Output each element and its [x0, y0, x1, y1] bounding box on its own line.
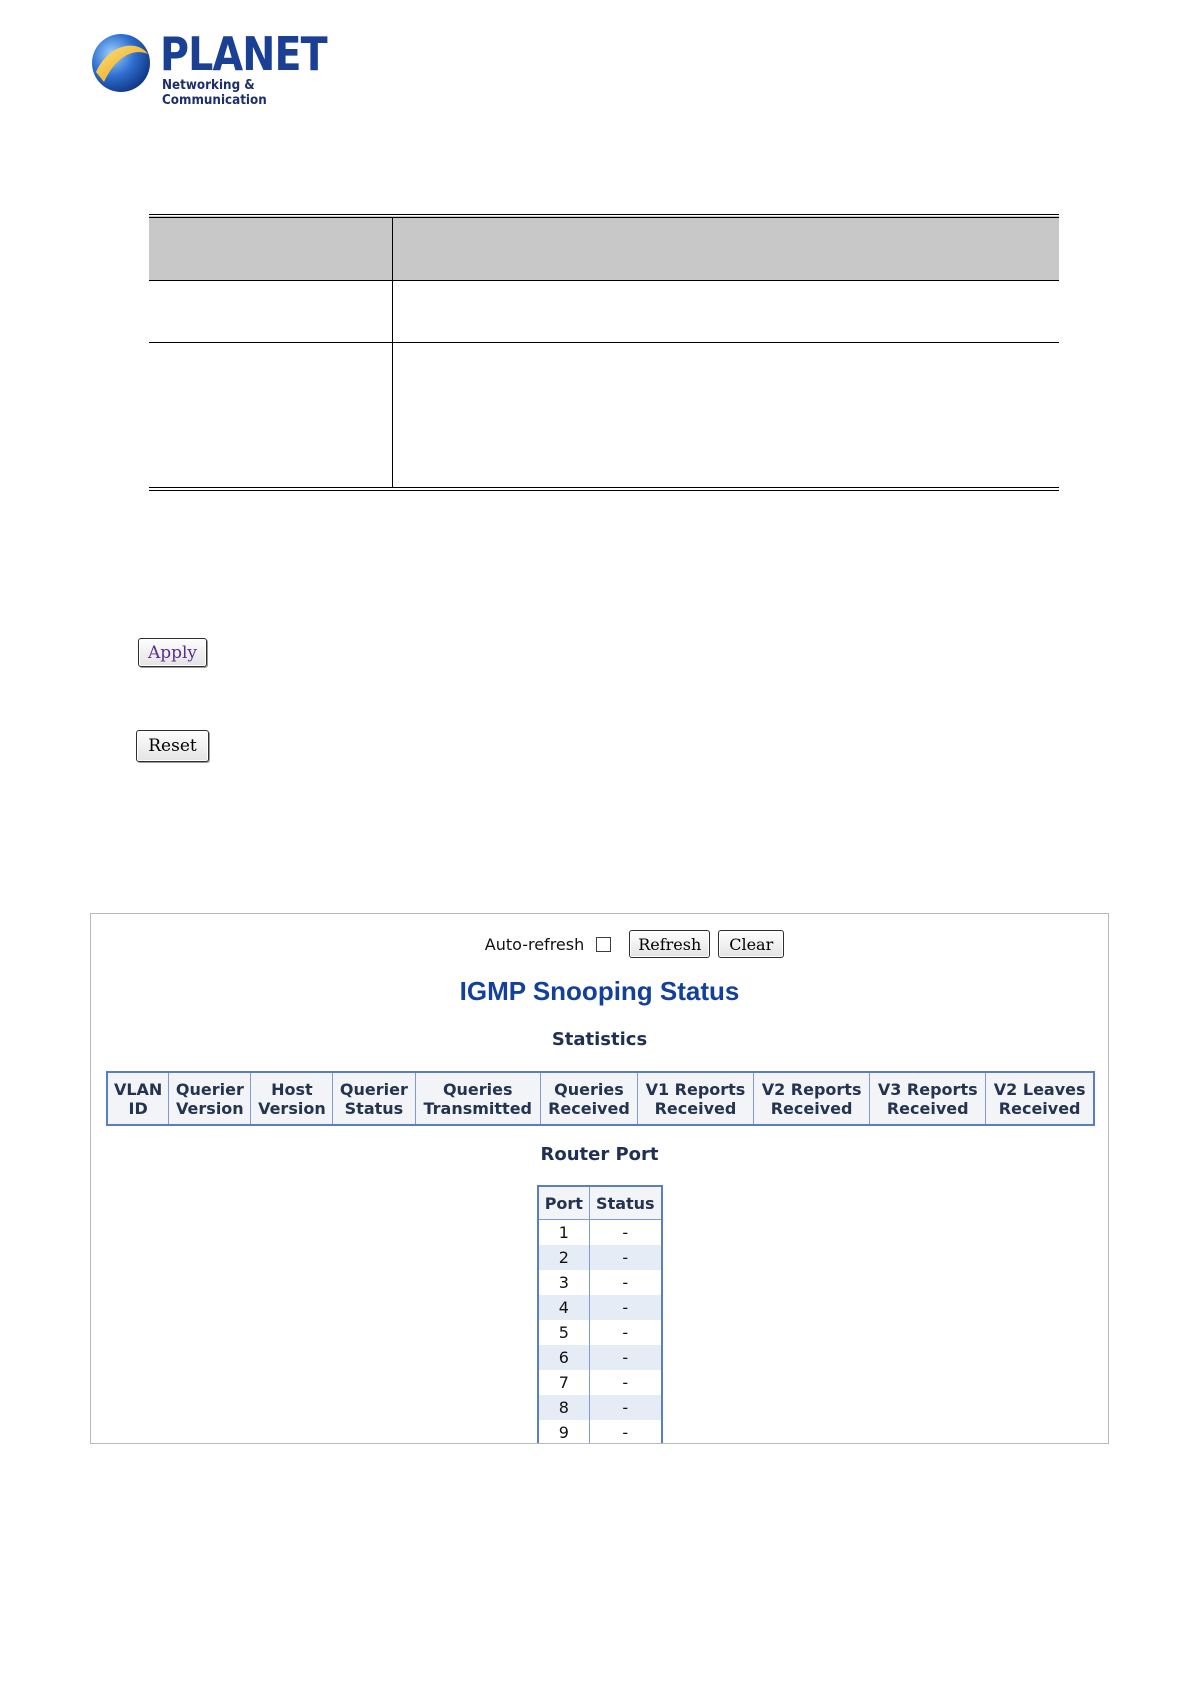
statistics-column-header: [251, 1072, 333, 1125]
parameter-table-header-object: [149, 216, 393, 281]
statistics-column-header: [870, 1072, 986, 1125]
column-header-line-1: V2 Reports: [761, 1079, 862, 1099]
column-header-line-2: Received: [886, 1098, 969, 1118]
column-header-line-2: Version: [176, 1098, 244, 1118]
statistics-column-header: [107, 1072, 169, 1125]
table-row: [538, 1270, 662, 1295]
column-header-line-2: ID: [128, 1098, 148, 1118]
port-cell: 1: [558, 1223, 569, 1242]
statistics-column-header: [754, 1072, 870, 1125]
auto-refresh-checkbox[interactable]: [596, 937, 611, 952]
table-row: [538, 1245, 662, 1270]
status-cell: -: [589, 1320, 662, 1345]
port-cell: 2: [538, 1245, 589, 1270]
port-cell: 3: [558, 1273, 569, 1292]
statistics-column-header: [169, 1072, 251, 1125]
status-toolbar: [91, 930, 1108, 958]
table-row: [538, 1295, 662, 1320]
statistics-column-header: [986, 1072, 1094, 1125]
parameter-table-cell: [393, 343, 1060, 490]
statistics-title: Statistics: [551, 1029, 648, 1050]
status-cell: -: [589, 1345, 662, 1370]
logo-wordmark: PLANET: [160, 27, 327, 81]
port-cell: 4: [538, 1295, 589, 1320]
statistics-column-header: [415, 1072, 540, 1125]
parameter-table-header-description: [393, 216, 1060, 281]
igmp-status-panel: [90, 913, 1109, 1444]
column-header-line-1: Querier: [175, 1079, 244, 1099]
refresh-button[interactable]: Refresh: [629, 930, 710, 958]
status-cell: -: [589, 1295, 662, 1320]
statistics-column-header: [637, 1072, 753, 1125]
port-column-header: Port: [538, 1186, 589, 1220]
table-row: [538, 1220, 662, 1246]
clear-button[interactable]: Clear: [718, 930, 784, 958]
column-header-line-1: Queries: [554, 1079, 624, 1099]
router-port-body: [538, 1220, 662, 1445]
port-cell: 6: [538, 1345, 589, 1370]
column-header-line-2: Received: [998, 1098, 1081, 1118]
apply-button[interactable]: Apply: [138, 638, 207, 667]
port-cell: 9: [558, 1423, 569, 1442]
statistics-table: [106, 1071, 1095, 1126]
column-header-line-1: V2 Leaves: [993, 1079, 1086, 1099]
column-header-line-2: Version: [258, 1098, 326, 1118]
port-cell: 5: [558, 1323, 569, 1342]
parameter-table-cell: [149, 343, 393, 490]
port-cell: 7: [558, 1373, 569, 1392]
status-cell: -: [589, 1245, 662, 1270]
column-header-line-1: V1 Reports: [645, 1079, 746, 1099]
parameter-table: [149, 214, 1059, 491]
table-row: [538, 1420, 662, 1444]
table-row: [538, 1345, 662, 1370]
column-header-line-2: Received: [770, 1098, 853, 1118]
parameter-table-cell: [393, 281, 1060, 343]
column-header-line-1: VLAN: [113, 1079, 163, 1099]
page-title: IGMP Snooping Status: [459, 976, 740, 1006]
reset-button[interactable]: Reset: [136, 730, 209, 762]
statistics-column-header: [540, 1072, 637, 1125]
planet-logo: [90, 27, 350, 108]
router-port-header-row: [538, 1186, 662, 1220]
column-header-line-1: Host: [271, 1079, 313, 1099]
statistics-column-header: [333, 1072, 415, 1125]
table-row: [538, 1320, 662, 1345]
router-port-table: [537, 1185, 663, 1444]
auto-refresh-label: Auto-refresh: [484, 934, 585, 954]
globe-icon: [90, 32, 152, 94]
status-cell: -: [589, 1370, 662, 1395]
parameter-table-cell: [149, 281, 393, 343]
status-cell: -: [589, 1270, 662, 1295]
column-header-line-1: V3 Reports: [877, 1079, 978, 1099]
status-cell: -: [589, 1395, 662, 1420]
column-header-line-2: Transmitted: [423, 1098, 532, 1118]
status-cell: -: [589, 1220, 662, 1246]
status-column-header: Status: [589, 1186, 662, 1220]
table-row: [538, 1370, 662, 1395]
column-header-line-1: Queries: [442, 1079, 513, 1099]
column-header-line-2: Status: [344, 1098, 404, 1118]
logo-tagline: Networking & Communication: [162, 78, 267, 108]
router-port-title: Router Port: [540, 1144, 659, 1165]
statistics-header-row: [107, 1072, 1094, 1125]
port-cell: 8: [538, 1395, 589, 1420]
column-header-line-2: Received: [548, 1098, 630, 1118]
column-header-line-2: Received: [654, 1098, 737, 1118]
status-cell: -: [589, 1420, 662, 1444]
table-row: [538, 1395, 662, 1420]
column-header-line-1: Querier: [339, 1079, 408, 1099]
